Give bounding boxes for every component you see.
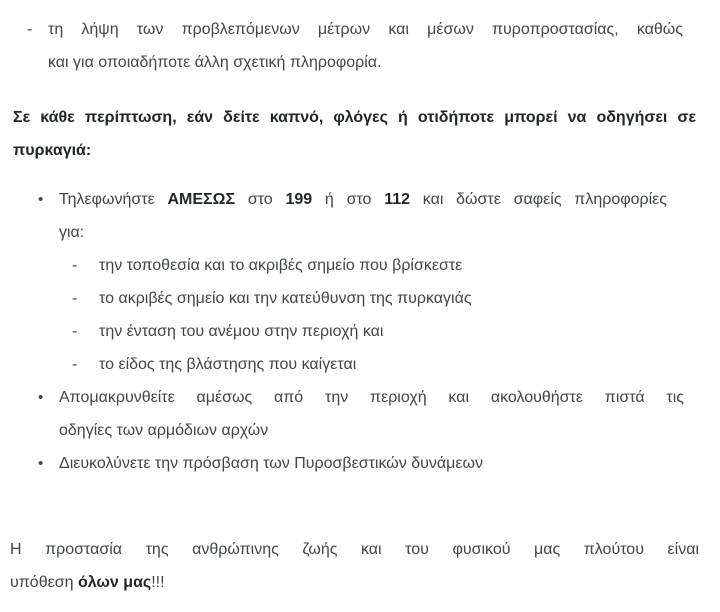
call-detail-text: το είδος της βλάστησης που καίγεται [99, 356, 357, 373]
dash-marker: - [72, 257, 78, 274]
bullet-marker: • [38, 191, 44, 208]
closing-paragraph [10, 533, 699, 599]
closing-text-2: !!! [151, 574, 165, 591]
call-detail-text: το ακριβές σημείο και την κατεύθυνση της πυρκαγιάς [99, 290, 472, 307]
call-detail-item-location [72, 249, 700, 282]
call-detail-item-wind [72, 315, 700, 348]
call-text-3: ή στο [312, 191, 385, 208]
intro-line-1: τη λήψη των προβλεπόμενων μέτρων και μέσων πυροπροστασίας, καθώς [48, 21, 683, 38]
warning-heading-line-1: Σε κάθε περίπτωση, εάν δείτε καπνό, φλόγες ή οτιδήποτε μπορεί να οδηγήσει σε [13, 109, 696, 126]
call-emergency-item [38, 183, 668, 249]
call-text-4: και δώστε σαφείς πληροφορίες [410, 191, 668, 208]
evacuate-line-2: οδηγίες των αρμόδιων αρχών [59, 422, 269, 439]
dash-marker: - [72, 323, 78, 340]
intro-list-item [27, 13, 683, 79]
call-detail-text: την ένταση του ανέμου στην περιοχή και [99, 323, 384, 340]
call-emergency-line-2: για: [59, 224, 85, 241]
phone-number-112: 112 [384, 191, 411, 208]
warning-heading [13, 101, 696, 167]
intro-line-2: και για οποιαδήποτε άλλη σχετική πληροφορία. [48, 54, 382, 71]
facilitate-item [38, 447, 700, 480]
call-detail-item-vegetation [72, 348, 700, 381]
phone-number-199: 199 [285, 191, 313, 208]
dash-marker: - [72, 356, 78, 373]
olon-mas-bold-text: όλων μας [77, 574, 152, 591]
closing-text-1: υπόθεση [10, 574, 78, 591]
call-detail-text: την τοποθεσία και το ακριβές σημείο που βρίσκεστε [99, 257, 463, 274]
evacuate-item [38, 381, 684, 447]
bullet-marker: • [38, 455, 44, 472]
call-detail-item-fire-direction [72, 282, 700, 315]
dash-marker: - [72, 290, 78, 307]
closing-line-1: Η προστασία της ανθρώπινης ζωής και του φυσικού μας πλούτου είναι [10, 541, 699, 558]
bullet-marker: • [38, 389, 44, 406]
call-emergency-line-1 [59, 183, 667, 216]
call-text-1: Τηλεφωνήστε [59, 191, 168, 208]
closing-line-2 [10, 566, 699, 599]
facilitate-text: Διευκολύνετε την πρόσβαση των Πυροσβεστικών δυνάμεων [59, 455, 483, 472]
call-text-2: στο [235, 191, 286, 208]
amesos-bold-text: ΑΜΕΣΩΣ [167, 191, 236, 208]
evacuate-line-1: Απομακρυνθείτε αμέσως από την περιοχή και ακολουθήστε πιστά τις [59, 389, 684, 406]
warning-heading-line-2: πυρκαγιά: [13, 142, 92, 159]
dash-marker: - [27, 21, 33, 38]
